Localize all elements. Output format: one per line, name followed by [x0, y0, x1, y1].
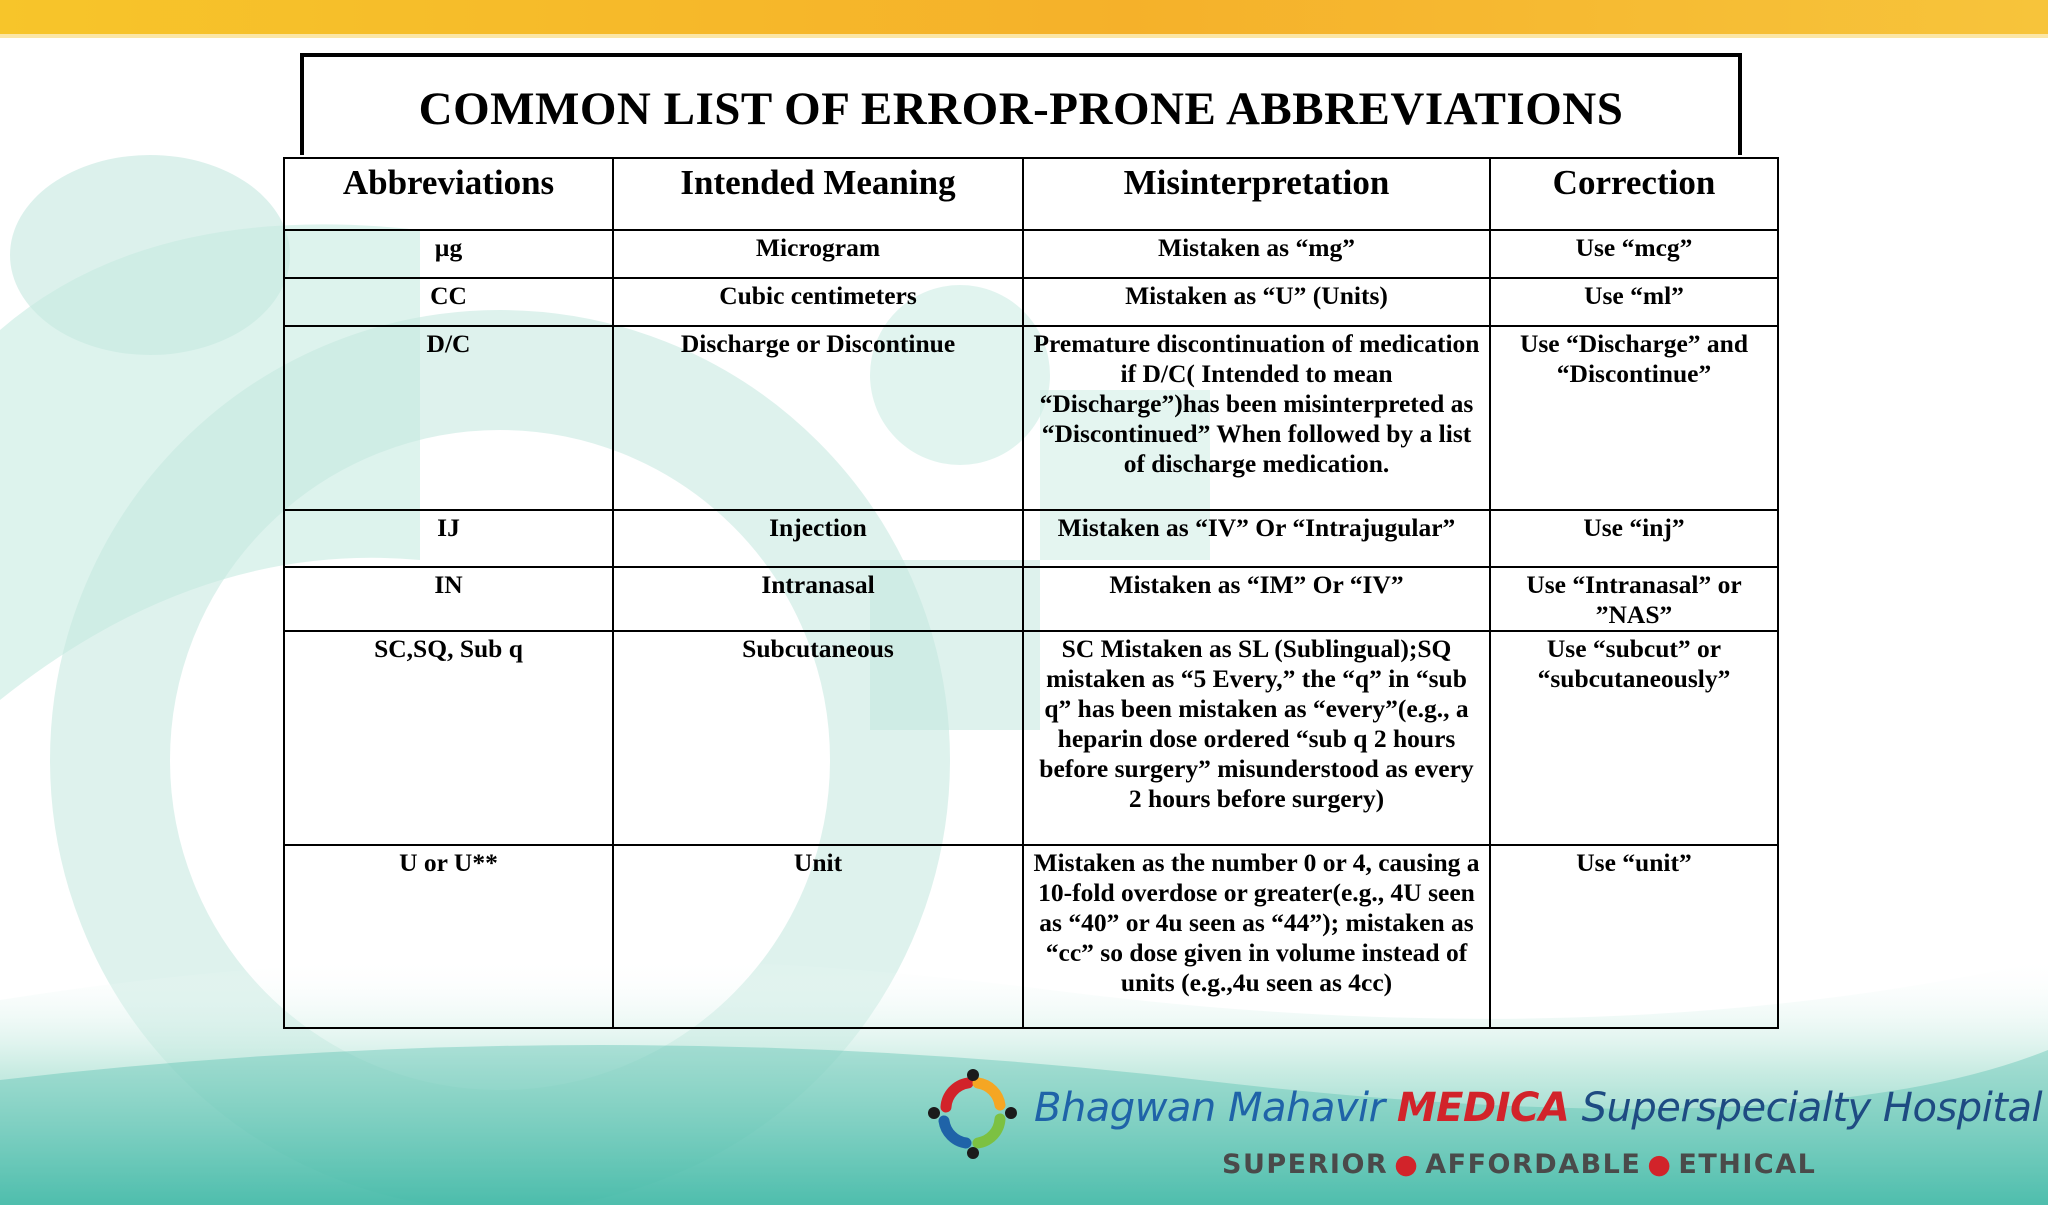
cell-abbreviation: U or U** [284, 845, 613, 1028]
table-row [284, 230, 1778, 278]
abbreviations-table [283, 157, 1779, 1029]
cell-correction: Use “mcg” [1490, 230, 1778, 278]
table-row [284, 278, 1778, 326]
tagline-dot-icon: ● [1394, 1149, 1420, 1180]
cell-intended-meaning: Cubic centimeters [613, 278, 1023, 326]
cell-abbreviation: µg [284, 230, 613, 278]
cell-intended-meaning: Microgram [613, 230, 1023, 278]
header-abbreviations: Abbreviations [284, 158, 613, 230]
cell-correction: Use “subcut” or “subcutaneously” [1490, 631, 1778, 845]
hospital-tagline [1222, 1149, 1816, 1180]
hospital-logo-icon [916, 1069, 1026, 1159]
header-misinterpretation: Misinterpretation [1023, 158, 1490, 230]
cell-misinterpretation: Mistaken as the number 0 or 4, causing a 10-fold overdose or greater(e.g., 4U seen as “40” or 4u seen as “44”); mistaken as “cc” so dose given in volume instead of units (e.g.,4u seen as 4cc) [1023, 845, 1490, 1028]
tagline-word-superior: SUPERIOR [1222, 1149, 1389, 1180]
header-correction: Correction [1490, 158, 1778, 230]
cell-intended-meaning: Injection [613, 510, 1023, 567]
cell-misinterpretation: Mistaken as “U” (Units) [1023, 278, 1490, 326]
cell-abbreviation: D/C [284, 326, 613, 510]
cell-intended-meaning: Discharge or Discontinue [613, 326, 1023, 510]
table-row [284, 510, 1778, 567]
cell-correction: Use “unit” [1490, 845, 1778, 1028]
table-header-row [284, 158, 1778, 230]
hospital-logo [916, 1063, 2043, 1163]
cell-correction: Use “inj” [1490, 510, 1778, 567]
tagline-dot-icon: ● [1647, 1149, 1673, 1180]
hospital-name-suffix: Superspecialty Hospital [1581, 1085, 2043, 1131]
table-row [284, 567, 1778, 631]
cell-intended-meaning: Unit [613, 845, 1023, 1028]
cell-abbreviation: IN [284, 567, 613, 631]
table-row [284, 631, 1778, 845]
cell-intended-meaning: Intranasal [613, 567, 1023, 631]
cell-misinterpretation: Mistaken as “IV” Or “Intrajugular” [1023, 510, 1490, 567]
hospital-name-prefix: Bhagwan Mahavir [1034, 1085, 1385, 1131]
cell-correction: Use “Intranasal” or ”NAS” [1490, 567, 1778, 631]
cell-abbreviation: SC,SQ, Sub q [284, 631, 613, 845]
tagline-word-affordable: AFFORDABLE [1425, 1149, 1642, 1180]
table-row [284, 845, 1778, 1028]
cell-correction: Use “Discharge” and “Discontinue” [1490, 326, 1778, 510]
hospital-name-brand: MEDICA [1396, 1085, 1570, 1131]
table-row [284, 326, 1778, 510]
cell-misinterpretation: SC Mistaken as SL (Sublingual);SQ mistaken as “5 Every,” the “q” in “sub q” has been mistaken as “every”(e.g., a heparin dose ordered “sub q 2 hours before surgery” misunderstood as every 2 hours before surgery) [1023, 631, 1490, 845]
cell-abbreviation: IJ [284, 510, 613, 567]
tagline-word-ethical: ETHICAL [1678, 1149, 1817, 1180]
header-intended-meaning: Intended Meaning [613, 158, 1023, 230]
cell-abbreviation: CC [284, 278, 613, 326]
cell-misinterpretation: Mistaken as “IM” Or “IV” [1023, 567, 1490, 631]
cell-misinterpretation: Mistaken as “mg” [1023, 230, 1490, 278]
cell-intended-meaning: Subcutaneous [613, 631, 1023, 845]
cell-misinterpretation: Premature discontinuation of medication if D/C( Intended to mean “Discharge”)has been misinterpreted as “Discontinued” When followed by a list of discharge medication. [1023, 326, 1490, 510]
page-title: COMMON LIST OF ERROR-PRONE ABBREVIATIONS [418, 83, 1624, 135]
cell-correction: Use “ml” [1490, 278, 1778, 326]
hospital-name [1034, 1085, 2042, 1131]
title-box [300, 53, 1742, 155]
